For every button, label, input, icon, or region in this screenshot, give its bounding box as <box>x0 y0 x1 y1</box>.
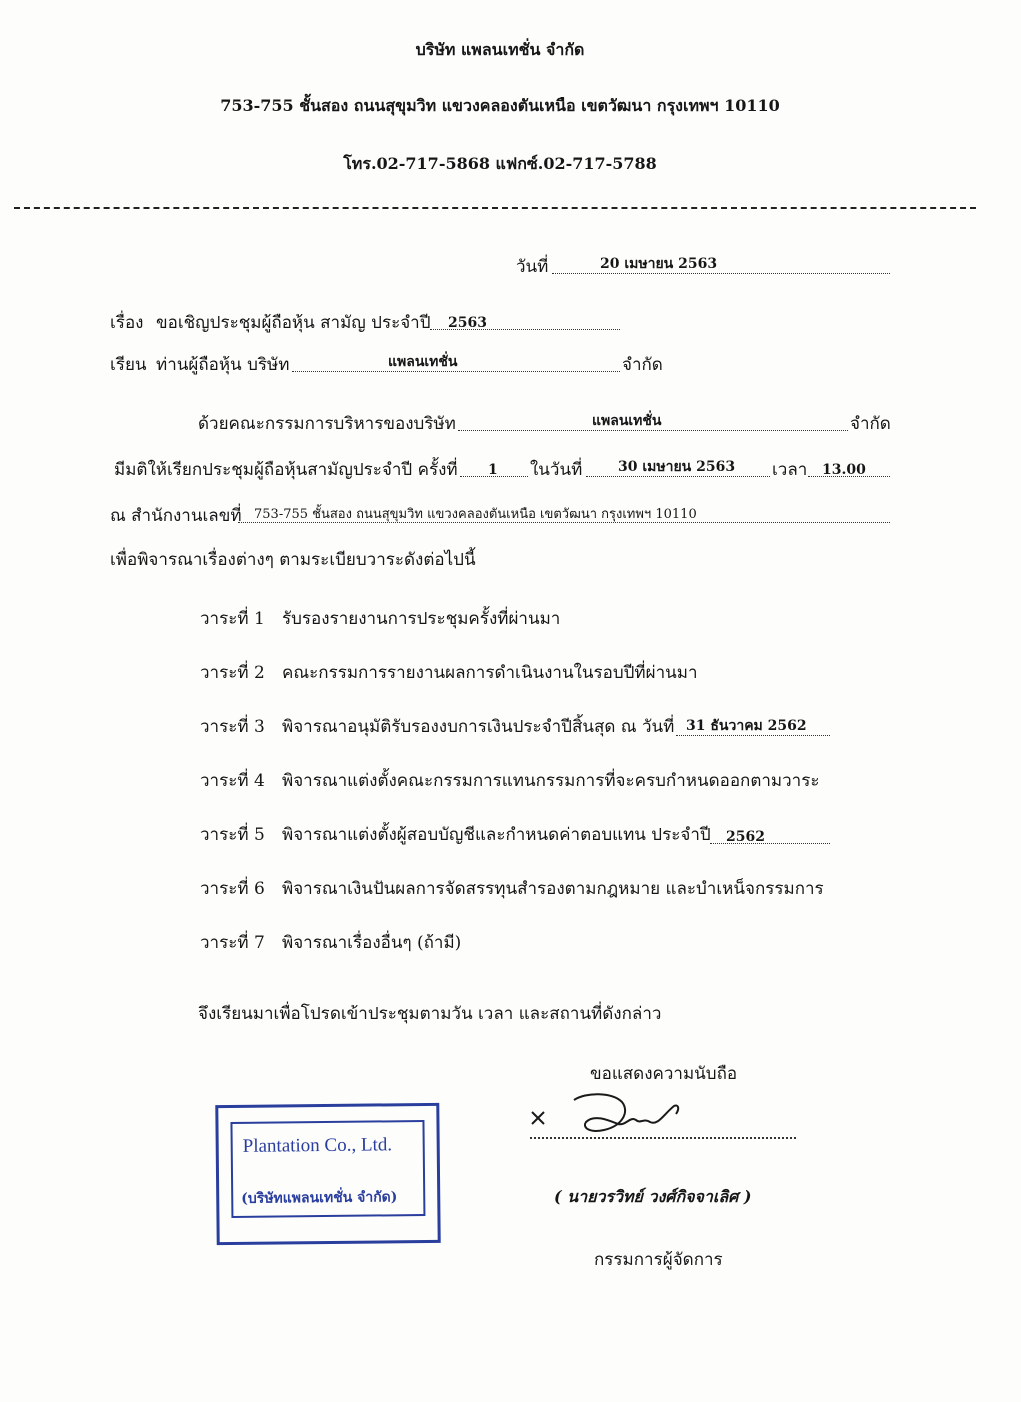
resolution-text: มีมติให้เรียกประชุมผู้ถือหุ้นสามัญประจำปี ครั้งที่ <box>114 460 458 480</box>
agenda-no-1: วาระที่ 1 <box>200 609 265 629</box>
stamp-inner-border <box>230 1120 425 1218</box>
meeting-no-field <box>460 456 528 477</box>
agenda-no-6: วาระที่ 6 <box>200 879 265 899</box>
company-name: บริษัท แพลนเทชั่น จำกัด <box>415 40 585 59</box>
meeting-time-label: เวลา <box>772 460 808 480</box>
body-company: แพลนเทชั่น <box>592 413 662 429</box>
meeting-date-label: ในวันที่ <box>530 460 583 480</box>
venue-field <box>238 502 890 523</box>
meeting-time: 13.00 <box>822 462 866 478</box>
agenda-no-7: วาระที่ 7 <box>200 933 265 953</box>
to-label: เรียน <box>110 355 147 375</box>
signatory-name: ( นายวรวิทย์ วงศ์กิจจาเลิศ ) <box>554 1187 752 1206</box>
meeting-no: 1 <box>488 462 498 478</box>
subject-label: เรื่อง <box>110 313 144 333</box>
body-intro: ด้วยคณะกรรมการบริหารของบริษัท <box>198 414 456 434</box>
to-company-field <box>292 351 620 372</box>
date-value: 20 เมษายน 2563 <box>600 256 718 272</box>
agenda-text-5: พิจารณาแต่งตั้งผู้สอบบัญชีและกำหนดค่าตอบแทน ประจำปี <box>282 825 711 845</box>
agenda-5-year: 2562 <box>726 829 765 845</box>
meeting-date-field <box>586 456 770 477</box>
header-divider <box>14 207 976 209</box>
venue-label: ณ สำนักงานเลขที่ <box>110 506 242 526</box>
agenda-5-year-field <box>710 823 830 844</box>
regards-text: ขอแสดงความนับถือ <box>590 1064 738 1084</box>
agenda-text-7: พิจารณาเรื่องอื่นๆ (ถ้ามี) <box>282 933 462 953</box>
subject-text: ขอเชิญประชุมผู้ถือหุ้น สามัญ ประจำปี <box>156 313 431 333</box>
agenda-text-3: พิจารณาอนุมัติรับรองงบการเงินประจำปีสิ้นสุด ณ วันที่ <box>282 717 675 737</box>
agenda-no-3: วาระที่ 3 <box>200 717 265 737</box>
company-stamp <box>215 1103 440 1245</box>
stamp-english-text: Plantation Co., Ltd. <box>242 1134 393 1157</box>
agenda-no-2: วาระที่ 2 <box>200 663 265 683</box>
agenda-intro: เพื่อพิจารณาเรื่องต่างๆ ตามระเบียบวาระดังต่อไปนี้ <box>110 550 476 570</box>
agenda-no-5: วาระที่ 5 <box>200 825 265 845</box>
to-company: แพลนเทชั่น <box>388 354 458 370</box>
closing-text: จึงเรียนมาเพื่อโปรดเข้าประชุมตามวัน เวลา และสถานที่ดังกล่าว <box>198 1004 662 1024</box>
company-address: 753-755 ชั้นสอง ถนนสุขุมวิท แขวงคลองตันเหนือ เขตวัฒนา กรุงเทพฯ 10110 <box>220 96 780 115</box>
agenda-3-date: 31 ธันวาคม 2562 <box>686 718 807 734</box>
date-label: วันที่ <box>516 257 549 277</box>
agenda-no-4: วาระที่ 4 <box>200 771 265 791</box>
subject-year: 2563 <box>448 315 487 331</box>
meeting-time-field <box>808 456 890 477</box>
body-company-field <box>458 410 848 431</box>
agenda-text-1: รับรองรายงานการประชุมครั้งที่ผ่านมา <box>282 609 561 629</box>
date-field <box>552 253 890 274</box>
stamp-thai-text: (บริษัทแพลนเทชั่น จำกัด) <box>241 1189 398 1207</box>
signatory-title: กรรมการผู้จัดการ <box>594 1250 723 1270</box>
body-suffix: จำกัด <box>850 414 891 434</box>
to-text: ท่านผู้ถือหุ้น บริษัท <box>156 355 290 375</box>
company-contact: โทร.02-717-5868 แฟกซ์.02-717-5788 <box>343 154 657 173</box>
agenda-3-date-field <box>676 715 830 736</box>
agenda-text-2: คณะกรรมการรายงานผลการดำเนินงานในรอบปีที่ผ่านมา <box>282 663 698 683</box>
signature-line <box>530 1137 796 1139</box>
to-suffix: จำกัด <box>622 355 663 375</box>
agenda-text-6: พิจารณาเงินปันผลการจัดสรรทุนสำรองตามกฎหมาย และบำเหน็จกรรมการ <box>282 879 824 899</box>
venue-value: 753-755 ชั้นสอง ถนนสุขุมวิท แขวงคลองตันเหนือ เขตวัฒนา กรุงเทพฯ 10110 <box>254 507 697 522</box>
agenda-text-4: พิจารณาแต่งตั้งคณะกรรมการแทนกรรมการที่จะครบกำหนดออกตามวาระ <box>282 771 820 791</box>
signature <box>526 1086 696 1136</box>
meeting-date: 30 เมษายน 2563 <box>618 459 736 475</box>
subject-year-field <box>430 309 620 330</box>
